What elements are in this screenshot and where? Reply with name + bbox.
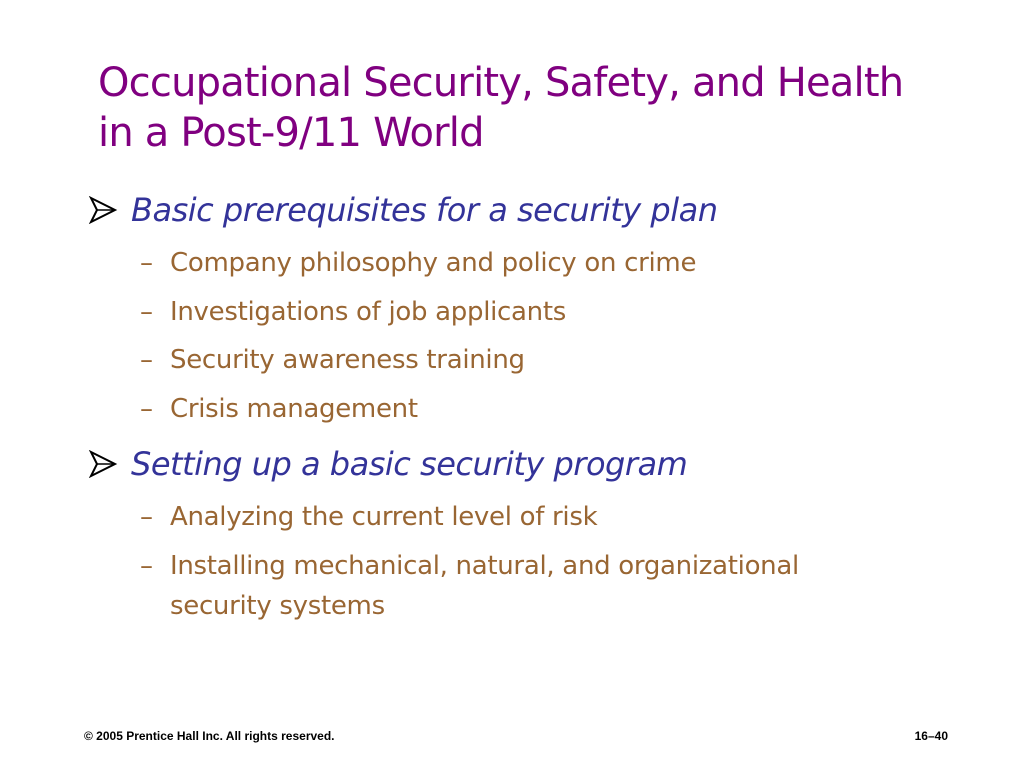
subitem-line: Crisis management xyxy=(170,394,418,424)
bullet-text: Setting up a basic security program xyxy=(131,445,688,483)
subitem-text xyxy=(170,389,418,429)
subitem-text xyxy=(170,243,696,283)
subitem-line: Analyzing the current level of risk xyxy=(170,502,598,532)
dash-marker: – xyxy=(140,394,153,424)
dash-marker: – xyxy=(140,248,153,278)
dash-marker: – xyxy=(140,345,153,375)
dash-marker: – xyxy=(140,551,153,581)
footer-copyright: © 2005 Prentice Hall Inc. All rights reserved. xyxy=(84,729,335,743)
footer-page-number: 16–40 xyxy=(914,729,948,743)
subitem-line: Installing mechanical, natural, and organizational xyxy=(170,551,799,581)
subitem-text xyxy=(170,497,597,537)
subitem-text xyxy=(170,292,566,332)
subitem-text xyxy=(170,340,525,380)
dash-marker: – xyxy=(140,297,153,327)
arrow-bullet-icon xyxy=(88,450,118,478)
slide-title xyxy=(98,58,978,158)
subitem-line: security systems xyxy=(170,591,385,621)
subitem-text xyxy=(170,546,799,626)
title-line-2: in a Post-9/11 World xyxy=(98,110,484,156)
subitem-line: Investigations of job applicants xyxy=(170,297,567,327)
subitem-line: Security awareness training xyxy=(170,345,525,375)
title-line-1: Occupational Security, Safety, and Health xyxy=(98,60,904,106)
dash-marker: – xyxy=(140,502,153,532)
subitem-line: Company philosophy and policy on crime xyxy=(170,248,697,278)
bullet-text: Basic prerequisites for a security plan xyxy=(131,191,718,229)
arrow-bullet-icon xyxy=(88,196,118,224)
